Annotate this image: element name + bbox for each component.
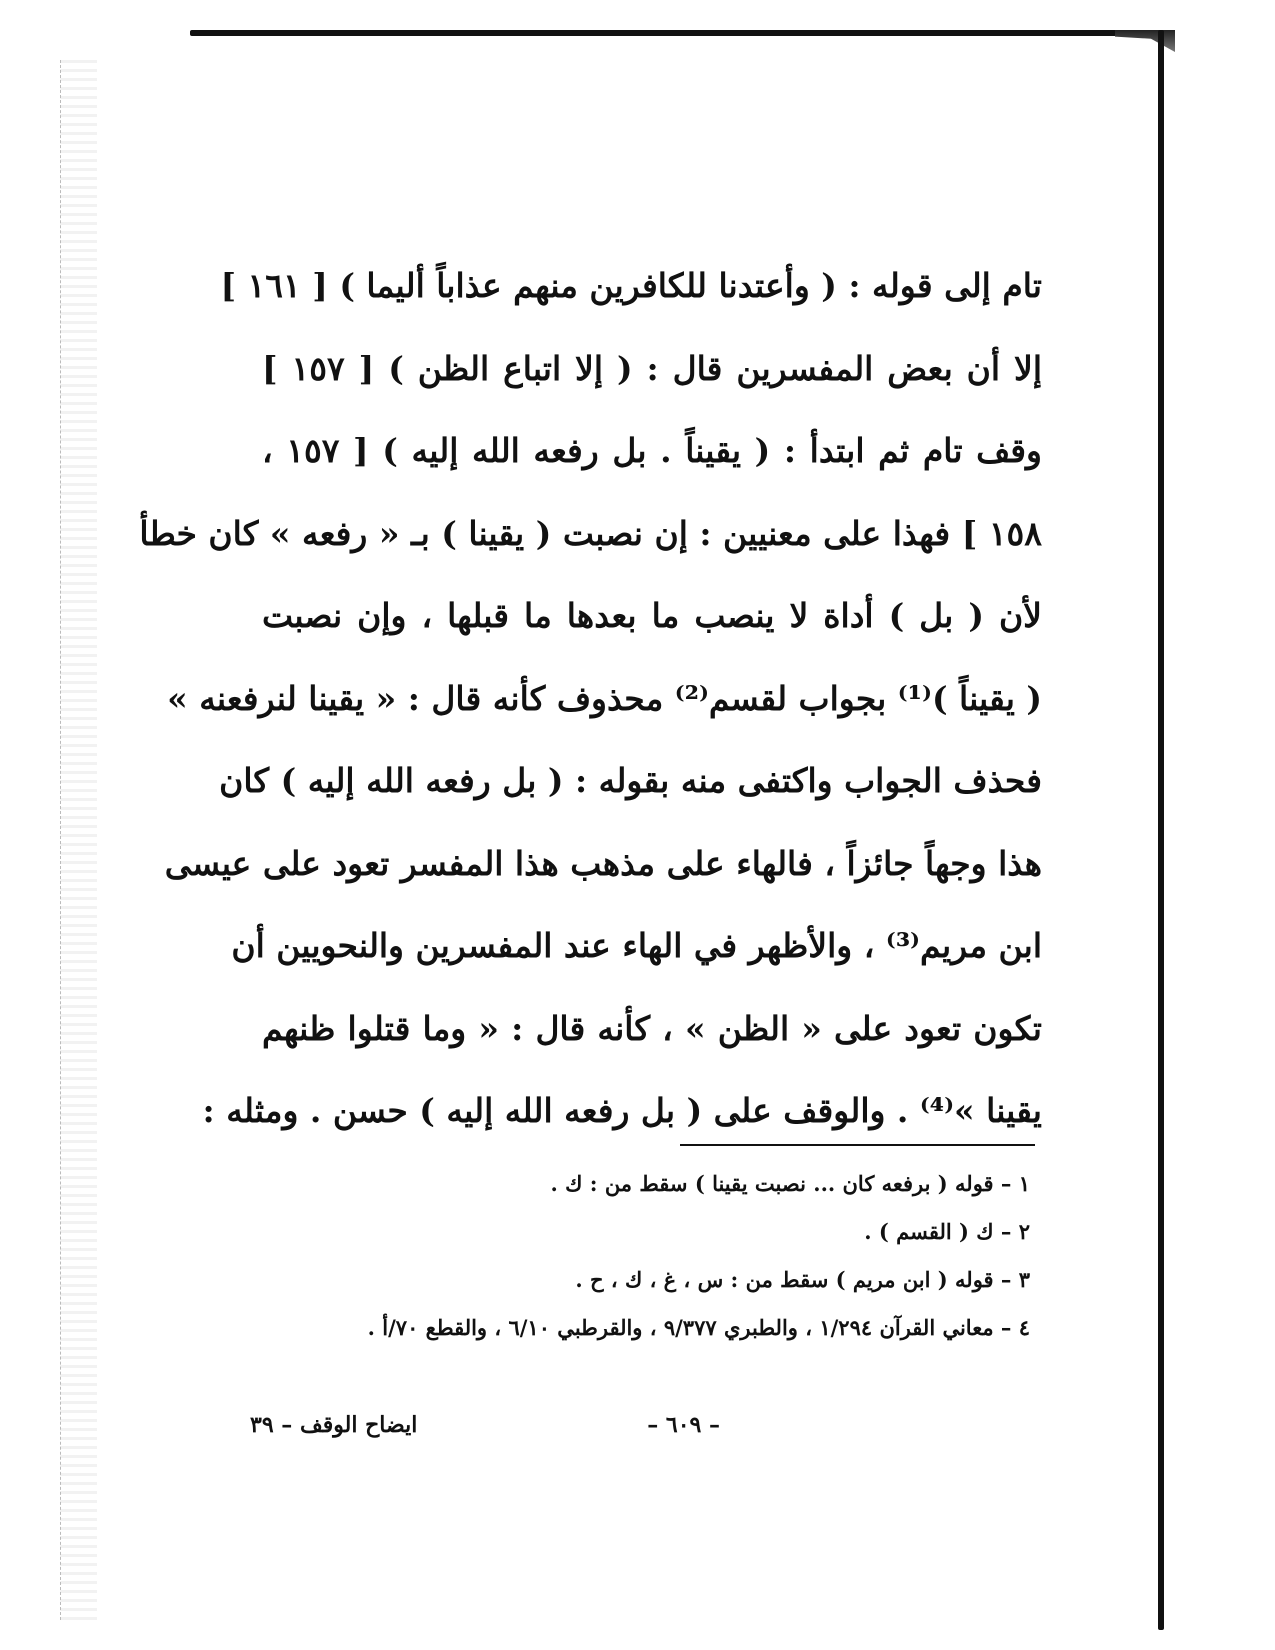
footnotes (260, 1160, 1030, 1352)
page-footer (250, 1412, 720, 1452)
footnote-separator (680, 1144, 1035, 1146)
main-text-block (139, 245, 1042, 1153)
body-line: تام إلى قوله : ( وأعتدنا للكافرين منهم عذاباً أليما ) [ ١٦١ ] (220, 266, 1042, 305)
body-line: يقينا »⁽⁴⁾ . والوقف على ( بل رفعه الله إليه ) حسن . ومثله : (202, 1091, 1042, 1130)
printer-signature: ايضاح الوقف – ٣٩ (250, 1412, 418, 1438)
footnote-1: ١ – قوله ( برفعه كان ... نصبت يقينا ) سقط من : ك . (550, 1171, 1030, 1196)
body-line: ابن مريم⁽³⁾ ، والأظهر في الهاء عند المفسرين والنحويين أن (231, 926, 1042, 965)
body-line: ( يقيناً )⁽¹⁾ بجواب لقسم⁽²⁾ محذوف كأنه قال : « يقينا لنرفعنه » (167, 678, 1042, 718)
footnote-2: ٢ – ك ( القسم ) . (864, 1219, 1030, 1244)
body-line: ١٥٨ ] فهذا على معنيين : إن نصبت ( يقينا ) بـ « رفعه » كان خطأ (139, 513, 1042, 553)
page-number: – ٦٠٩ – (647, 1412, 720, 1438)
top-border-rule (190, 30, 1175, 36)
body-line: هذا وجهاً جائزاً ، فالهاء على مذهب هذا المفسر تعود على عيسى (164, 843, 1042, 883)
body-line: إلا أن بعض المفسرين قال : ( إلا اتباع الظن ) [ ١٥٧ ] (262, 348, 1042, 388)
footnote-4: ٤ – معاني القرآن ١/٢٩٤ ، والطبري ٩/٣٧٧ ، والقرطبي ٦/١٠ ، والقطع ٧٠/أ . (367, 1315, 1030, 1340)
body-line: وقف تام ثم ابتدأ : ( يقيناً . بل رفعه الله إليه ) [ ١٥٧ ، (262, 431, 1042, 470)
footnote-3: ٣ – قوله ( ابن مريم ) سقط من : س ، غ ، ك ، ح . (575, 1267, 1030, 1292)
body-line: فحذف الجواب واكتفى منه بقوله : ( بل رفعه الله إليه ) كان (219, 761, 1042, 800)
page-binding-edge (60, 60, 97, 1620)
body-line: لأن ( بل ) أداة لا ينصب ما بعدها ما قبلها ، وإن نصبت (262, 596, 1042, 635)
body-line: تكون تعود على « الظن » ، كأنه قال : « وما قتلوا ظنهم (262, 1008, 1042, 1048)
right-border-rule (1158, 30, 1164, 1630)
